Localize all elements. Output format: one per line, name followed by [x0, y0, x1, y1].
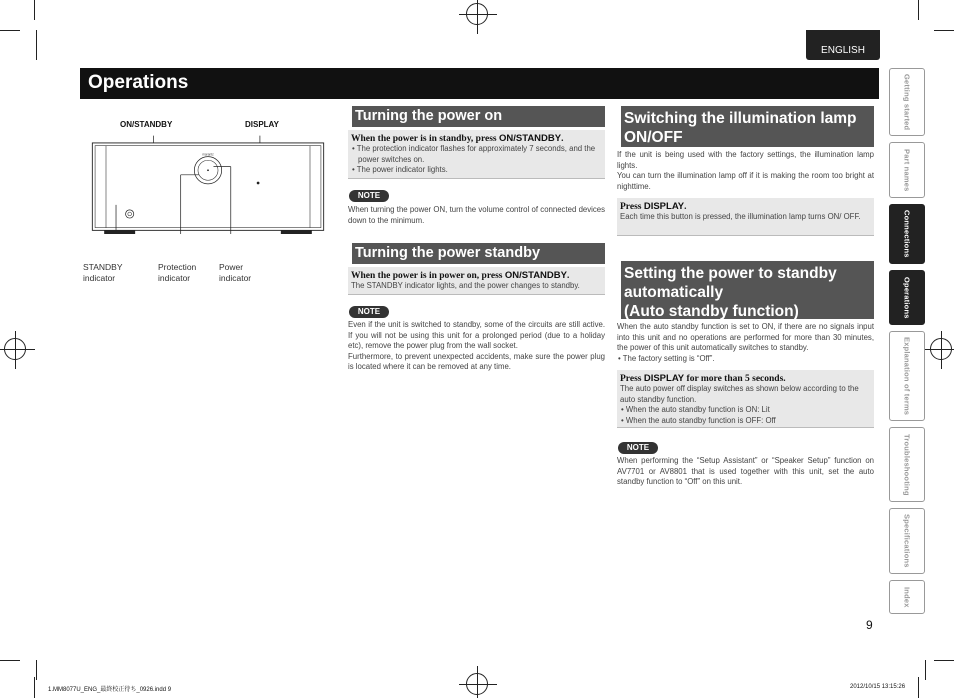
- power-indicator-label: Power indicator: [219, 262, 252, 283]
- display-label: DISPLAY: [245, 120, 279, 129]
- crop-mark: [34, 677, 35, 698]
- crop-mark: [925, 660, 926, 680]
- footer-filename: 1.MM8077U_ENG_最終校正待ち_0926.indd 9: [48, 687, 172, 693]
- page-title: Operations: [88, 72, 189, 93]
- section-heading-auto-standby: Setting the power to standby automatically (Auto standby function): [617, 261, 874, 319]
- amplifier-front-panel: [80, 132, 336, 234]
- page-title-bar: [80, 68, 879, 98]
- tab-explanation-of-terms[interactable]: Explanation of terms: [889, 331, 925, 421]
- crop-mark: [934, 30, 954, 31]
- registration-mark: [466, 673, 488, 695]
- tab-index[interactable]: Index: [889, 580, 925, 614]
- crop-mark: [0, 30, 20, 31]
- language-label: ENGLISH: [821, 45, 865, 56]
- crop-mark: [918, 0, 919, 20]
- illumination-instruction-box: Press DISPLAY. Each time this button is pressed, the illumination lamp turns ON/ OFF.: [617, 198, 874, 236]
- tab-operations[interactable]: Operations: [889, 270, 925, 325]
- language-tab: [806, 30, 880, 60]
- auto-standby-instruction-box: Press DISPLAY for more than 5 seconds. The auto power off display switches as shown below according to the auto standby function. • When the auto standby function is ON: Lit • When the auto standby function is OFF: Off: [617, 370, 874, 428]
- tab-part-names[interactable]: Part names: [889, 142, 925, 198]
- page-number: 9: [866, 618, 873, 632]
- crop-mark: [36, 660, 37, 680]
- illumination-intro: If the unit is being used with the factory settings, the illumination lamp lights. You can turn the illumination lamp off if it is making the room too bright at nighttime.: [617, 150, 874, 191]
- list-item: • The power indicator lights.: [352, 165, 448, 175]
- brand-logo: marantz: [202, 152, 214, 157]
- registration-mark: [466, 3, 488, 25]
- tab-specifications[interactable]: Specifications: [889, 508, 925, 574]
- list-item: • The factory setting is “Off”.: [618, 353, 715, 363]
- list-item: • When the auto standby function is OFF: Off: [621, 415, 776, 425]
- footer-timestamp: 2012/10/15 13:15:26: [850, 684, 906, 690]
- registration-mark: [930, 338, 952, 360]
- auto-standby-note-text: When performing the “Setup Assistant” or “Speaker Setup” function on AV7701 or AV8801 that is used together with this unit, set the auto standby function to “Off” on this unit.: [617, 456, 874, 487]
- note-badge: NOTE: [349, 306, 389, 318]
- auto-standby-intro: When the auto standby function is set to ON, if there are no signals input into this unit and no operations are performed for more than 30 minutes, the power of this unit automatically switches to standby. • The factory setting is “Off”.: [617, 322, 874, 363]
- title-underline: [80, 97, 879, 99]
- tab-connections[interactable]: Connections: [889, 204, 925, 264]
- power-standby-instruction-box: When the power is in power on, press ON/STANDBY. The STANDBY indicator lights, and the power changes to standby.: [348, 267, 605, 295]
- crop-mark: [934, 660, 954, 661]
- standby-indicator-label: STANDBY indicator: [83, 262, 123, 283]
- crop-mark: [0, 660, 20, 661]
- tab-getting-started[interactable]: Getting started: [889, 68, 925, 136]
- crop-mark: [918, 677, 919, 698]
- onstandby-label: ON/STANDBY: [120, 120, 173, 129]
- list-item: • The protection indicator flashes for approximately 7 seconds, and the power switches on.: [352, 144, 596, 164]
- power-on-note-text: When turning the power ON, turn the volume control of connected devices down to the minimum.: [348, 205, 605, 225]
- protection-indicator-label: Protection indicator: [158, 262, 197, 283]
- note-badge: NOTE: [618, 442, 658, 454]
- section-heading-illumination: Switching the illumination lamp ON/OFF: [617, 106, 874, 147]
- crop-mark: [34, 0, 35, 20]
- display-indicator-icon: [257, 182, 260, 185]
- list-item: • When the auto standby function is ON: Lit: [621, 405, 770, 415]
- registration-mark: [4, 338, 26, 360]
- tab-troubleshooting[interactable]: Troubleshooting: [889, 427, 925, 502]
- power-on-instruction-box: When the power is in standby, press ON/STANDBY. • The protection indicator flashes for approximately 7 seconds, and the power switches on. • The power indicator lights.: [348, 130, 605, 179]
- crop-mark: [36, 30, 37, 60]
- power-standby-note-text: Even if the unit is switched to standby, some of the circuits are still active. If you will not be using this unit for a prolonged period (due to a holiday etc), remove the power plug from the wall socket. Furthermore, to prevent unexpected accidents, make sure the power plug is located where it can be removed at any time.: [348, 320, 605, 372]
- section-heading-power-on: Turning the power on: [348, 106, 605, 127]
- note-badge: NOTE: [349, 190, 389, 202]
- section-heading-power-standby: Turning the power standby: [348, 243, 605, 264]
